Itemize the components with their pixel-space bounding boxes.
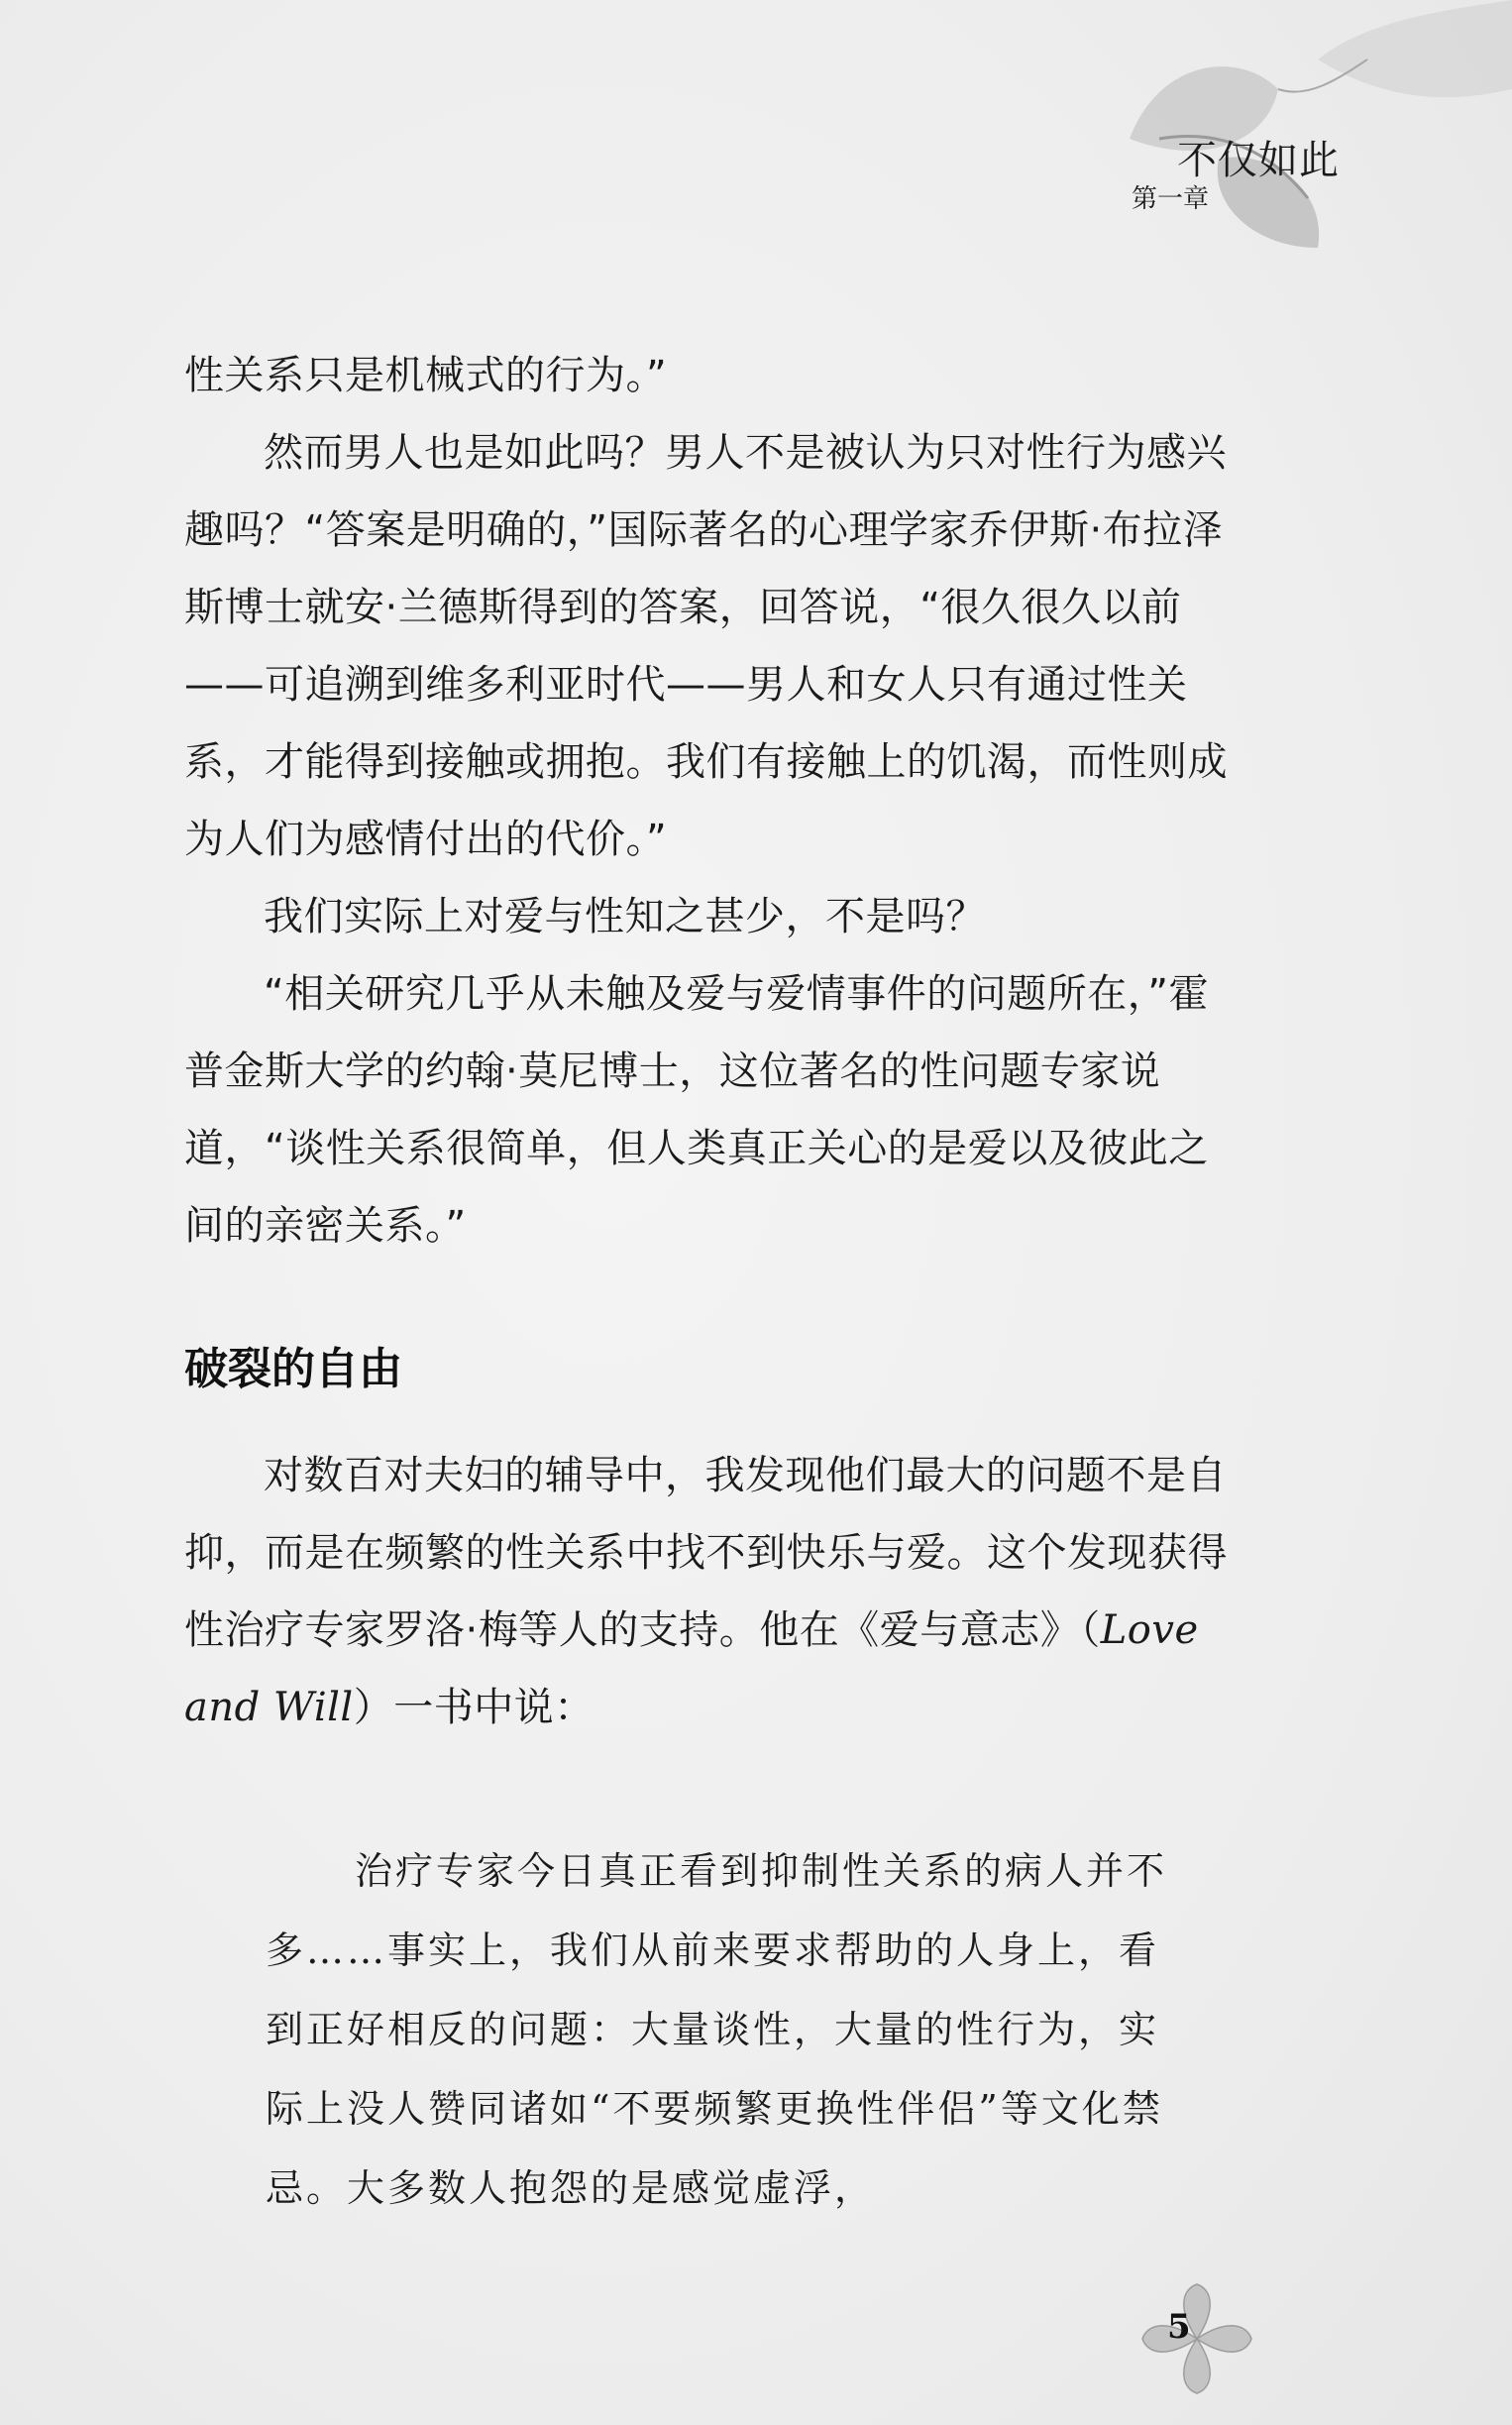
book-title-en: Love and Will	[184, 1607, 1199, 1730]
paragraph-question: 我们实际上对爱与性知之甚少，不是吗？	[264, 894, 986, 939]
paragraph-money-quote: “相关研究几乎从未触及爱与爱情事件的问题所在，”霍普金斯大学的约翰·莫尼博士，这位著名的性问题专家说道，“谈性关系很简单，但人类真正关心的是爱以及彼此之间的亲密关系。”	[184, 971, 1209, 1249]
paragraph-section-intro	[184, 1437, 1246, 1746]
intro-text: 对数百对夫妇的辅导中，我发现他们最大的问题不是自抑，而是在频繁的性关系中找不到快乐与爱。这个发现获得性治疗专家罗洛·梅等人的支持。他在《爱与意志》（	[184, 1453, 1228, 1653]
intro-text-end: ）一书中说：	[353, 1685, 594, 1730]
paragraph-continuation: 性关系只是机械式的行为。”	[184, 353, 668, 398]
paragraph-brothers-quote: 然而男人也是如此吗？男人不是被认为只对性行为感兴趣吗？“答案是明确的，”国际著名的心理学家乔伊斯·布拉泽斯博士就安·兰德斯得到的答案，回答说，“很久很久以前——可追溯到维多利亚时代——男人和女人只有通过性关系，才能得到接触或拥抱。我们有接触上的饥渴，而性则成为人们为感情付出的代价。”	[184, 430, 1228, 862]
section-heading: 破裂的自由	[184, 1344, 402, 1394]
running-header-chapter: 第一章	[1132, 184, 1210, 214]
flower-icon	[1137, 2279, 1256, 2398]
running-header-title: 不仅如此	[1177, 138, 1340, 183]
page-number: 5	[1167, 2307, 1191, 2347]
block-quote: 治疗专家今日真正看到抑制性关系的病人并不多……事实上，我们从前来要求帮助的人身上，看到正好相反的问题：大量谈性，大量的性行为，实际上没人赞同诸如“不要频繁更换性伴侣”等文化禁忌。大多数人抱怨的是感觉虚浮，	[266, 1849, 1168, 2210]
